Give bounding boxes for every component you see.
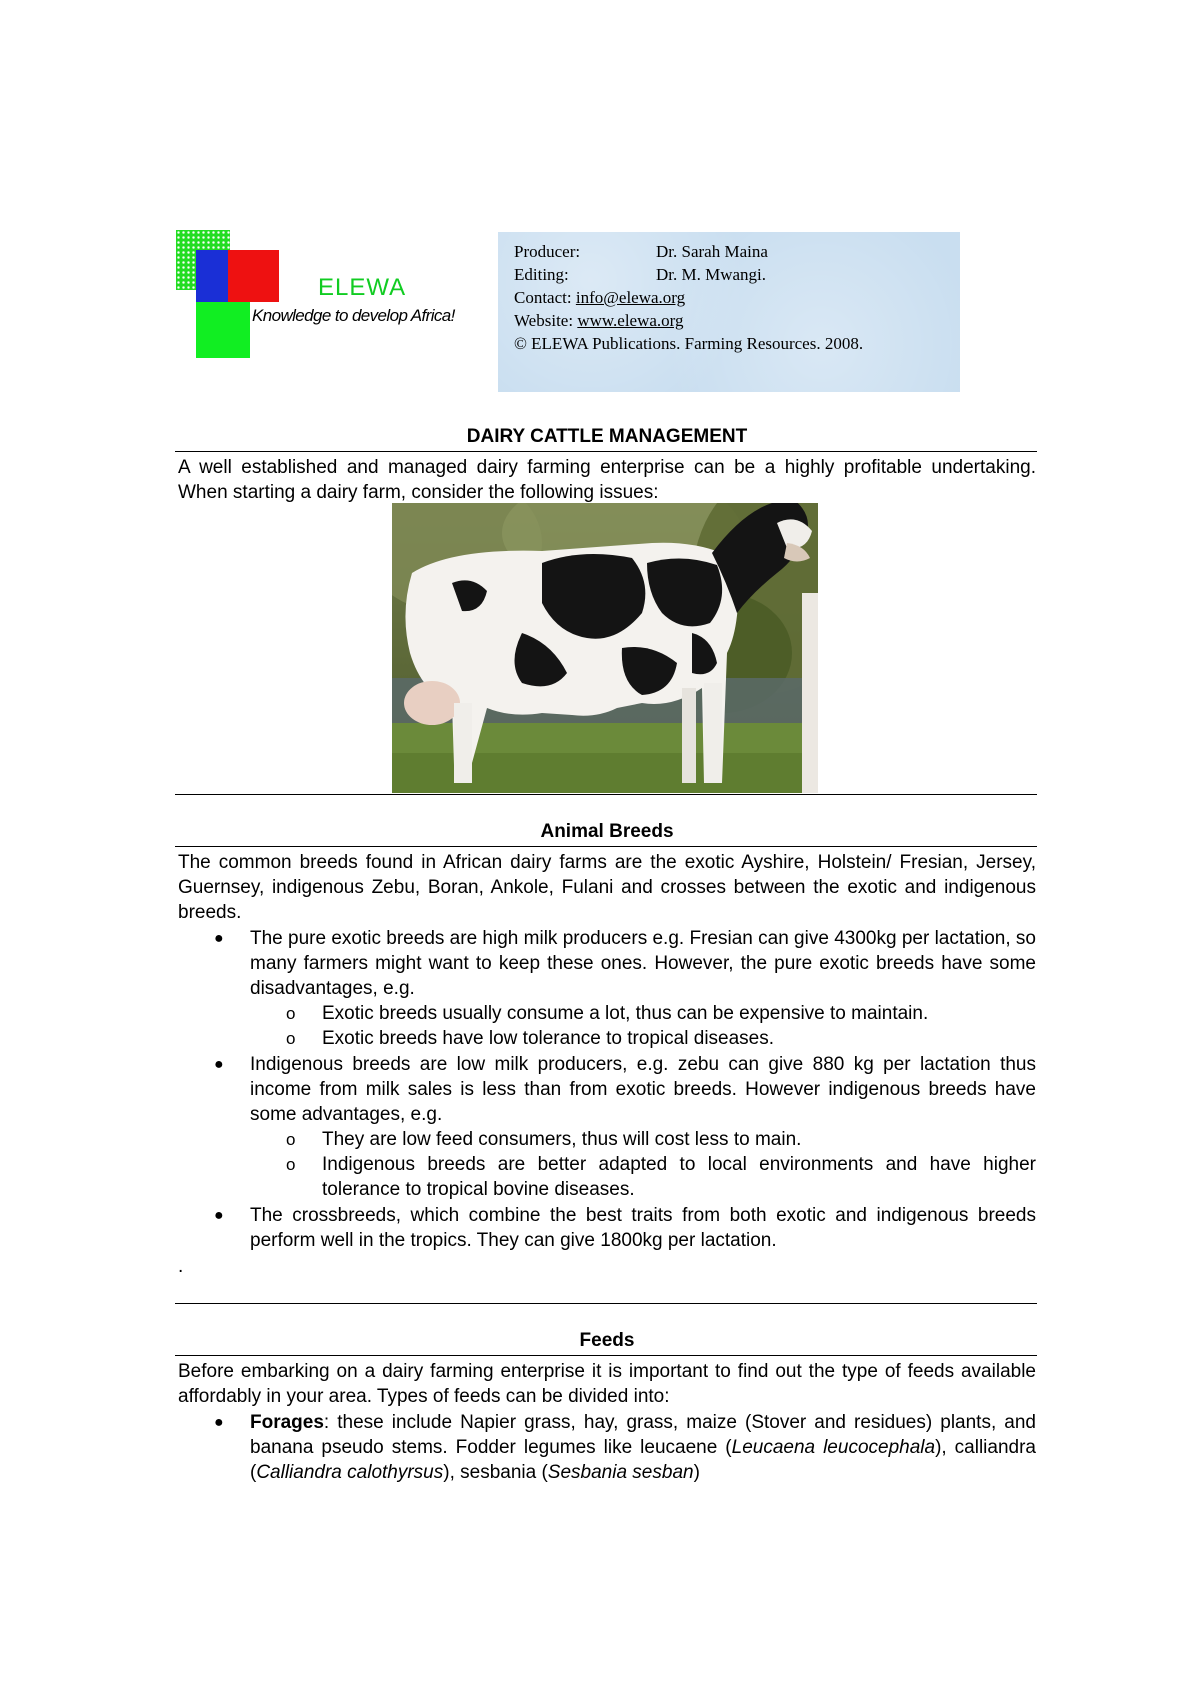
sub-bullet-text: Exotic breeds have low tolerance to tropical diseases. [322, 1028, 775, 1049]
list-item [178, 1410, 1036, 1485]
sub-bullet-icon: o [286, 1155, 296, 1174]
title-rule [175, 451, 1037, 452]
calliandra-latin-name: Calliandra calothyrsus [256, 1462, 444, 1483]
sub-bullet-text: Indigenous breeds are better adapted to local environments and have higher tolerance to tropical bovine diseases. [322, 1154, 1036, 1200]
sub-bullet-icon: o [286, 1130, 296, 1149]
bullet-icon: ● [214, 930, 224, 947]
bullet-icon: ● [214, 1056, 224, 1073]
intro-paragraph [178, 455, 1036, 505]
list-item [178, 1001, 1036, 1026]
producer-label: Producer: [514, 242, 581, 261]
feeds-intro-paragraph [178, 1359, 1036, 1409]
leucaena-latin-name: Leucaena leucocephala [731, 1437, 936, 1458]
breeds-end-rule [175, 1303, 1037, 1304]
list-item [178, 1127, 1036, 1152]
list-item [178, 1026, 1036, 1051]
bullet-text: The crossbreeds, which combine the best traits from both exotic and indigenous breeds perform well in the tropics. They can give 1800kg per lactation. [250, 1205, 1036, 1251]
bullet-icon: ● [214, 1414, 224, 1431]
producer-value: Dr. Sarah Maina [656, 242, 768, 261]
forages-bullet-text [250, 1410, 1036, 1485]
holstein-cow-photo [392, 503, 818, 793]
list-item [178, 1152, 1036, 1202]
website-label: Website: [514, 311, 574, 330]
breeds-intro-text: The common breeds found in African dairy farms are the exotic Ayshire, Holstein/ Fresian, Jersey, Guernsey, indigenous Zebu, Boran, Ankole, Fulani and crosses between the exotic and indigenous breeds. [178, 852, 1036, 923]
copyright-text: © ELEWA Publications. Farming Resources. 2008. [514, 334, 864, 353]
editing-label: Editing: [514, 265, 569, 284]
sub-bullet-icon: o [286, 1004, 296, 1023]
bullet-icon: ● [214, 1207, 224, 1224]
bullet-text: The pure exotic breeds are high milk producers e.g. Fresian can give 4300kg per lactation, so many farmers might want to keep these ones. However, the pure exotic breeds have some disadvantages, e.g. [250, 928, 1036, 999]
sub-bullet-text: Exotic breeds usually consume a lot, thus can be expensive to maintain. [322, 1003, 929, 1024]
cow-photo-illustration [392, 503, 818, 793]
sub-bullet-icon: o [286, 1029, 296, 1048]
forages-label: Forages [250, 1412, 324, 1433]
forages-text-2: ), calliandra ( [250, 1437, 1037, 1483]
forages-text-3: ), sesbania ( [443, 1462, 548, 1483]
intro-text: A well established and managed dairy farming enterprise can be a highly profitable undertaking. When starting a dairy farm, consider the following issues: [178, 457, 1036, 503]
feeds-heading: Feeds [579, 1330, 635, 1351]
list-item [178, 926, 1036, 1001]
breeds-rule [175, 846, 1037, 847]
contact-line [514, 288, 685, 308]
website-link[interactable]: www.elewa.org [577, 311, 684, 330]
breeds-intro-paragraph [178, 850, 1036, 925]
logo-green-square [196, 302, 250, 358]
logo-blue-square [196, 250, 230, 302]
editing-value: Dr. M. Mwangi. [656, 265, 767, 284]
contact-label: Contact: [514, 288, 572, 307]
website-line [514, 311, 684, 331]
feeds-intro-text: Before embarking on a dairy farming enterprise it is important to find out the type of feeds available affordably in your area. Types of feeds can be divided into: [178, 1361, 1036, 1407]
stray-dot: . [178, 1256, 184, 1277]
list-item [178, 1203, 1036, 1253]
bullet-text: Indigenous breeds are low milk producers, e.g. zebu can give 880 kg per lactation thus income from milk sales is less than from exotic breeds. However indigenous breeds have some advantages, e.g. [250, 1054, 1036, 1125]
logo-brand: ELEWA [318, 274, 407, 301]
sub-bullet-text: They are low feed consumers, thus will cost less to main. [322, 1129, 802, 1150]
elewa-logo [176, 230, 496, 360]
logo-red-square [228, 250, 279, 302]
publication-info-box [498, 232, 960, 392]
forages-text-4: ) [693, 1462, 700, 1483]
feeds-rule [175, 1355, 1037, 1356]
logo-tagline: Knowledge to develop Africa! [252, 306, 455, 325]
contact-email-link[interactable]: info@elewa.org [575, 288, 686, 307]
breeds-heading: Animal Breeds [540, 821, 674, 842]
forages-text-1: : these include Napier grass, hay, grass, maize (Stover and residues) plants, and banana pseudo stems. Fodder legumes like leucaene ( [250, 1412, 1036, 1458]
document-title: DAIRY CATTLE MANAGEMENT [466, 426, 748, 447]
list-item [178, 1052, 1036, 1127]
photo-rule [175, 794, 1037, 795]
sesbania-latin-name: Sesbania sesban [547, 1462, 694, 1483]
